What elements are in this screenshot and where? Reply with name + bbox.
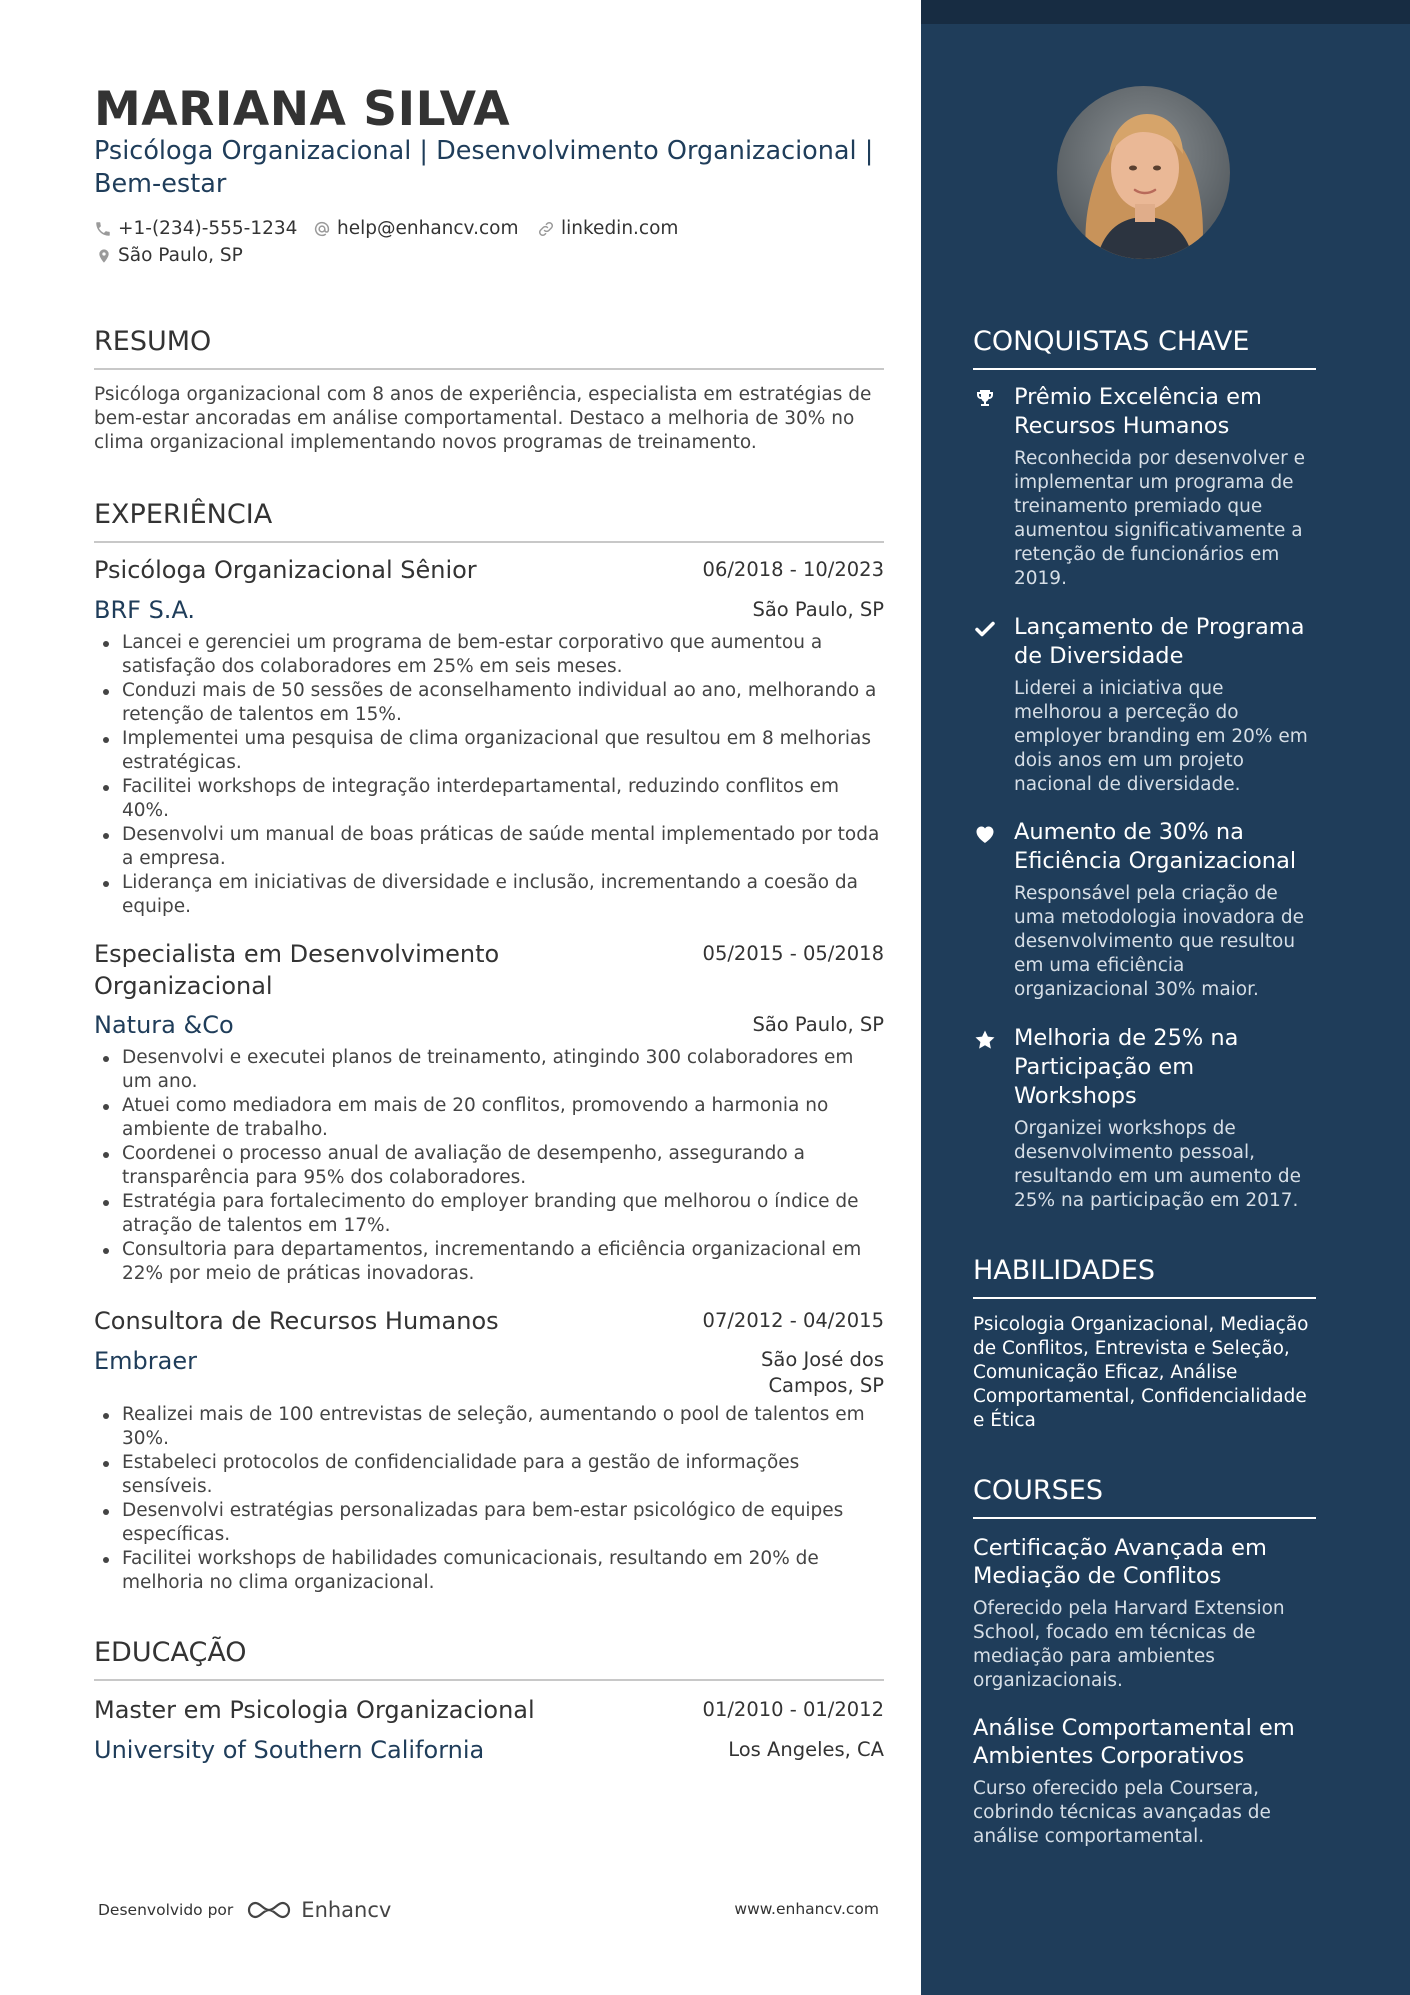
list-item: Lancei e gerenciei um programa de bem-estar corporativo que aumentou a satisfação dos colaboradores em 25% em seis meses. — [94, 631, 884, 679]
achievements-heading: CONQUISTAS CHAVE — [973, 326, 1316, 370]
education-dates: 01/2010 - 01/2012 — [702, 1698, 884, 1721]
list-item: Coordenei o processo anual de avaliação de desempenho, assegurando a transparência para 95% dos colaboradores. — [94, 1142, 884, 1190]
avatar — [1057, 86, 1230, 259]
course-desc: Oferecido pela Harvard Extension School, focado em técnicas de mediação para ambientes organizacionais. — [973, 1598, 1285, 1691]
job-bullets — [94, 631, 884, 919]
link-icon — [537, 220, 555, 238]
brand-name: Enhancv — [301, 1898, 392, 1922]
list-item: Implementei uma pesquisa de clima organizacional que resultou em 8 melhorias estratégicas. — [94, 727, 884, 775]
footer-brand[interactable] — [98, 1898, 391, 1922]
profile-photo — [1057, 86, 1230, 259]
job-bullets — [94, 1046, 884, 1286]
company-name: BRF S.A. — [94, 596, 196, 624]
list-item: Facilitei workshops de habilidades comunicacionais, resultando em 20% de melhoria no clima organizacional. — [94, 1547, 884, 1595]
achievement-title: Lançamento de Programa de Diversidade — [1014, 614, 1305, 669]
contact-linkedin[interactable] — [537, 218, 678, 239]
achievement-desc: Responsável pela criação de uma metodologia inovadora de desenvolvimento que resultou em uma eficiência organizacional 30% maior. — [1014, 883, 1305, 1000]
summary-text: Psicóloga organizacional com 8 anos de experiência, especialista em estratégias de bem-estar ancoradas em análise comportamental. Destaco a melhoria de 30% no clima organizacional implementando novos programas de treinamento. — [94, 384, 872, 453]
education-heading: EDUCAÇÃO — [94, 1637, 884, 1681]
powered-by-text: Desenvolvido por — [98, 1901, 234, 1919]
list-item: Facilitei workshops de integração interdepartamental, reduzindo conflitos em 40%. — [94, 775, 884, 823]
linkedin-text: linkedin.com — [561, 218, 679, 239]
contact-phone[interactable] — [94, 218, 297, 239]
experience-heading: EXPERIÊNCIA — [94, 499, 884, 543]
list-item: Desenvolvi um manual de boas práticas de saúde mental implementado por toda a empresa. — [94, 823, 884, 871]
job-location: São Paulo, SP — [752, 1013, 884, 1036]
email-text: help@enhancv.com — [337, 218, 519, 239]
candidate-title: Psicóloga Organizacional | Desenvolvimento Organizacional | Bem-estar — [94, 136, 874, 199]
job-dates: 07/2012 - 04/2015 — [702, 1309, 884, 1332]
degree-title: Master em Psicologia Organizacional — [94, 1696, 535, 1724]
phone-text: +1-(234)-555-1234 — [118, 218, 298, 239]
skills-heading: HABILIDADES — [973, 1255, 1316, 1299]
list-item: Realizei mais de 100 entrevistas de seleção, aumentando o pool de talentos em 30%. — [94, 1403, 884, 1451]
job-dates: 05/2015 - 05/2018 — [702, 942, 884, 965]
achievement-desc: Liderei a iniciativa que melhorou a perceção do employer branding em 20% em dois anos em um projeto nacional de diversidade. — [1014, 678, 1308, 795]
list-item: Liderança em iniciativas de diversidade e inclusão, incrementando a coesão da equipe. — [94, 871, 884, 919]
company-name: Natura &Co — [94, 1011, 234, 1039]
job-dates: 06/2018 - 10/2023 — [702, 558, 884, 581]
check-icon — [973, 617, 997, 641]
summary-heading: RESUMO — [94, 326, 884, 370]
phone-icon — [94, 220, 112, 238]
job-title: Consultora de Recursos Humanos — [94, 1307, 499, 1335]
sidebar-top-strip — [921, 0, 1410, 24]
job-title: Especialista em Desenvolvimento Organizacional — [94, 940, 500, 1000]
contact-email[interactable] — [313, 218, 518, 239]
footer-website[interactable]: www.enhancv.com — [734, 1900, 879, 1918]
achievement-desc: Reconhecida por desenvolver e implementar um programa de treinamento premiado que aumentou significativamente a retenção de funcionários em 2019. — [1014, 448, 1306, 589]
job-bullets — [94, 1403, 884, 1595]
map-pin-icon — [96, 247, 112, 265]
achievement-title: Prêmio Excelência em Recursos Humanos — [1014, 384, 1262, 439]
enhancv-logo-icon — [245, 1898, 293, 1922]
candidate-name: MARIANA SILVA — [94, 82, 511, 137]
course-title: Certificação Avançada em Mediação de Conflitos — [973, 1535, 1267, 1589]
job-title: Psicóloga Organizacional Sênior — [94, 556, 477, 584]
list-item: Desenvolvi e executei planos de treinamento, atingindo 300 colaboradores em um ano. — [94, 1046, 884, 1094]
skills-text: Psicologia Organizacional, Mediação de Conflitos, Entrevista e Seleção, Comunicação Eficaz, Análise Comportamental, Confidencialidade e Ética — [973, 1314, 1309, 1431]
courses-heading: COURSES — [973, 1475, 1316, 1519]
trophy-icon — [973, 387, 997, 411]
achievement-desc: Organizei workshops de desenvolvimento pessoal, resultando em um aumento de 25% na participação em 2017. — [1014, 1118, 1302, 1211]
job-location: São Paulo, SP — [752, 598, 884, 621]
location-text: São Paulo, SP — [118, 245, 243, 266]
job-location: São José dos Campos, SP — [761, 1348, 884, 1397]
star-icon — [973, 1028, 997, 1052]
list-item: Consultoria para departamentos, incrementando a eficiência organizacional em 22% por meio de práticas inovadoras. — [94, 1238, 884, 1286]
list-item: Desenvolvi estratégias personalizadas para bem-estar psicológico de equipes específicas. — [94, 1499, 884, 1547]
heart-icon — [973, 822, 997, 846]
school-name: University of Southern California — [94, 1736, 485, 1764]
achievement-title: Aumento de 30% na Eficiência Organizacional — [1014, 819, 1297, 874]
course-title: Análise Comportamental em Ambientes Corporativos — [973, 1715, 1295, 1769]
company-name: Embraer — [94, 1347, 197, 1375]
list-item: Estratégia para fortalecimento do employer branding que melhorou o índice de atração de talentos em 17%. — [94, 1190, 884, 1238]
list-item: Conduzi mais de 50 sessões de aconselhamento individual ao ano, melhorando a retenção de talentos em 15%. — [94, 679, 884, 727]
list-item: Estabeleci protocolos de confidencialidade para a gestão de informações sensíveis. — [94, 1451, 884, 1499]
list-item: Atuei como mediadora em mais de 20 conflitos, promovendo a harmonia no ambiente de trabalho. — [94, 1094, 884, 1142]
achievement-title: Melhoria de 25% na Participação em Workshops — [1014, 1025, 1239, 1109]
course-desc: Curso oferecido pela Coursera, cobrindo técnicas avançadas de análise comportamental. — [973, 1778, 1271, 1847]
at-icon — [313, 220, 331, 238]
education-location: Los Angeles, CA — [728, 1738, 884, 1761]
contact-location — [96, 245, 243, 266]
